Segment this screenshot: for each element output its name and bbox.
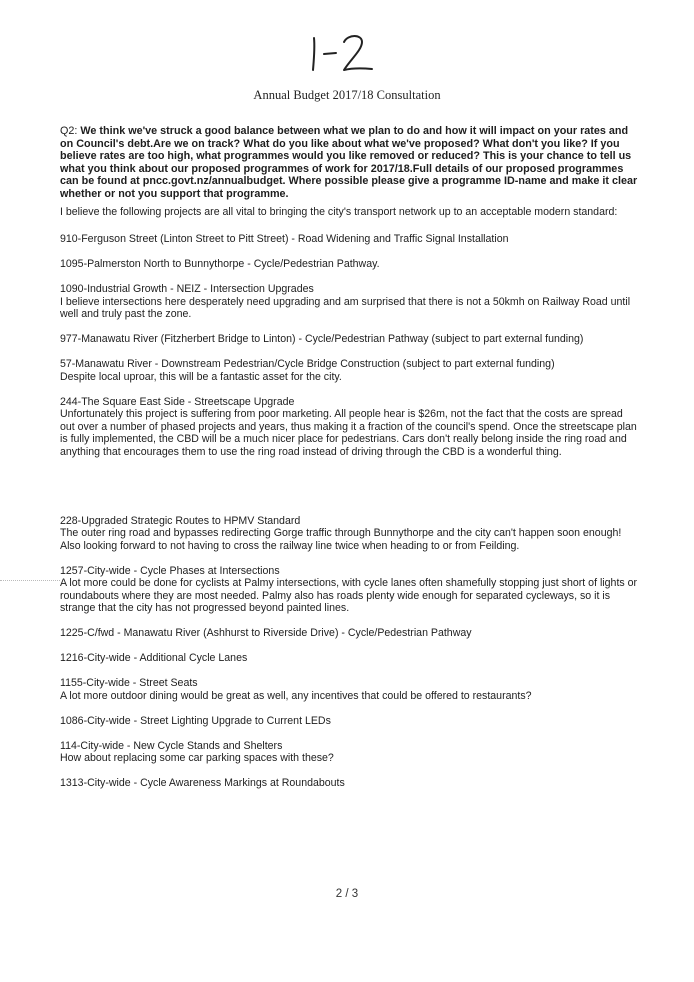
programme-comment: A lot more outdoor dining would be great as well, any incentives that could be offered to restaurants? <box>60 689 532 702</box>
programme-heading: 1225-C/fwd - Manawatu River (Ashhurst to Riverside Drive) - Cycle/Pedestrian Pathway <box>60 627 472 640</box>
programme-item <box>60 515 640 553</box>
handwritten-page-mark <box>300 30 380 76</box>
programme-item <box>60 565 640 615</box>
programme-item <box>60 333 640 346</box>
programme-comment: Despite local uproar, this will be a fantastic asset for the city. <box>60 370 342 383</box>
programme-heading: 244-The Square East Side - Streetscape Upgrade <box>60 395 295 408</box>
programme-heading: 228-Upgraded Strategic Routes to HPMV Standard <box>60 514 301 527</box>
submission-body <box>60 125 640 802</box>
programme-heading: 1257-City-wide - Cycle Phases at Intersections <box>60 564 280 577</box>
scan-artifact-line <box>0 580 60 582</box>
question-block <box>60 125 640 201</box>
programme-heading: 1313-City-wide - Cycle Awareness Markings at Roundabouts <box>60 777 345 790</box>
programme-item <box>60 715 640 728</box>
programme-heading: 57-Manawatu River - Downstream Pedestrian/Cycle Bridge Construction (subject to part external funding) <box>60 358 555 371</box>
programme-comment: A lot more could be done for cyclists at Palmy intersections, with cycle lanes often shamefully stopping just short of lights or roundabouts where they are most needed. Palmy also has roads plenty wide enough for separated cycleways, so it is strange that the city has not progressed beyond painted lines. <box>60 577 638 615</box>
programme-item <box>60 652 640 665</box>
programme-item <box>60 233 640 246</box>
programme-item <box>60 283 640 321</box>
programme-heading: 1095-Palmerston North to Bunnythorpe - Cycle/Pedestrian Pathway. <box>60 258 380 271</box>
programme-comment: Unfortunately this project is suffering from poor marketing. All people hear is $26m, not the fact that the costs are spread out over a number of phased projects and years, thus making it a fraction of the council's spend. Once the streetscape plan is fully implemented, the CBD will be a much nicer place for pedestrians. Cars don't really belong inside the ring road and anything that encourages them to use the ring road instead of driving through the CBD is a wonderful thing. <box>60 408 637 458</box>
document-title: Annual Budget 2017/18 Consultation <box>253 88 441 102</box>
question-number: Q2: <box>60 125 78 137</box>
programme-heading: 977-Manawatu River (Fitzherbert Bridge to Linton) - Cycle/Pedestrian Pathway (subject to part external funding) <box>60 333 584 346</box>
programme-heading: 1155-City-wide - Street Seats <box>60 677 198 690</box>
blank-space <box>60 471 640 515</box>
programme-heading: 114-City-wide - New Cycle Stands and Shelters <box>60 739 283 752</box>
programme-comment: The outer ring road and bypasses redirecting Gorge traffic through Bunnythorpe and the city can't happen soon enough! Also looking forward to not having to cross the railway line twice when heading to or from Feilding. <box>60 527 622 552</box>
intro-statement: I believe the following projects are all vital to bringing the city's transport network up to an acceptable modern standard: <box>60 205 618 218</box>
programme-heading: 1086-City-wide - Street Lighting Upgrade to Current LEDs <box>60 714 331 727</box>
programme-item <box>60 396 640 459</box>
programme-item <box>60 677 640 702</box>
page-number: 2 / 3 <box>335 888 359 900</box>
programme-heading: 1216-City-wide - Additional Cycle Lanes <box>60 652 248 665</box>
programme-comment: How about replacing some car parking spaces with these? <box>60 752 334 765</box>
programme-item <box>60 777 640 790</box>
programme-heading: 910-Ferguson Street (Linton Street to Pitt Street) - Road Widening and Traffic Signal Installation <box>60 233 509 246</box>
question-text: We think we've struck a good balance between what we plan to do and how it will impact on your rates and on Council's debt.Are we on track? What do you like about what we've proposed? What don't you like? If you believe rates are too high, what programmes would you like removed or reduced? This is your chance to tell us what you think about our proposed programmes of work for 2017/18.Full details of our proposed programmes can be found at pncc.govt.nz/annualbudget. Where possible please give a programme ID-name and make it clear whether or not you support that programme. <box>60 125 638 200</box>
programme-item <box>60 358 640 383</box>
programme-item <box>60 740 640 765</box>
programme-heading: 1090-Industrial Growth - NEIZ - Intersection Upgrades <box>60 283 314 296</box>
programme-comment: I believe intersections here desperately need upgrading and am surprised that there is not a 50kmh on Railway Road until well and truly past the zone. <box>60 295 631 321</box>
programme-item <box>60 258 640 271</box>
programme-item <box>60 627 640 640</box>
